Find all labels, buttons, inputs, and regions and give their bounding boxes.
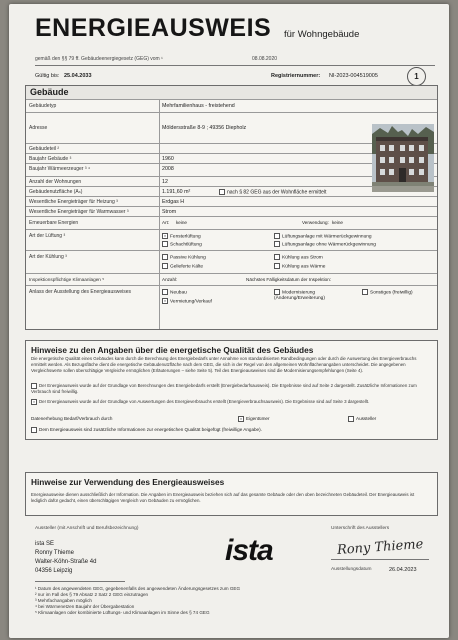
occasion-label (29, 289, 149, 295)
row-occasion (26, 285, 437, 316)
row-renewable (26, 216, 437, 230)
footnote-3: ³ Mehrfachangaben möglich (35, 598, 92, 603)
occasion-new-checkbox (162, 289, 168, 295)
building-section-title: Gebäude (30, 87, 69, 97)
occasion-modernisation (274, 289, 354, 302)
data-issuer-option (348, 416, 376, 422)
page-number-badge (407, 67, 426, 86)
page-number: 1 (414, 72, 419, 81)
data-collection-label: Datenerhebung Bedarf/Verbrauch durch (31, 416, 113, 421)
ventilation-no-recovery-checkbox (274, 241, 280, 247)
issuer-label: Aussteller (mit Anschrift und Berufsbezeichnung) (35, 526, 139, 531)
construction-year-value: 1960 (162, 156, 174, 162)
ventilation-window-text: Fensterlüftung (170, 234, 201, 240)
issuer-line-1: ista SE (35, 541, 55, 547)
consumption-option (31, 399, 426, 405)
demand-option (31, 383, 426, 395)
inspection-label: Inspektionspflichtige Klimaanlagen ⁵ (29, 277, 105, 282)
footnote-1: ¹ Datum des angewendeten GEG, gegebenenfalls des angewendeten Änderungsgesetzes zum GEG (35, 586, 241, 591)
address-label: Adresse (29, 125, 48, 131)
inspection-due-label: Nächstes Fälligkeitsdatum der Inspektion: (246, 277, 332, 282)
quality-notes-intro: Die energetische Qualität eines Gebäudes kann durch die Berechnung des Energiebedarfs unter Annahme von standardisierten Randbedingungen oder durch die Auswertung des Energieverbrauchs ermittelt werden. Als Bezugsfläche dient die energetische Gebäudenutzfläche nach dem GEG, die sich in der Regel von den allgemeinen Wohnflächenangaben unterscheidet. Die angegebenen Vergleichswerte sollen überschlägige Vergleiche ermöglichen (Erläuterungen – siehe Seite 5). Teil des Energieausweises sind die Modernisierungsempfehlungen (Seite 4). (31, 356, 417, 373)
renewable-label: Erneuerbare Energien (29, 220, 79, 226)
renewable-kind-label: Art: (162, 220, 170, 225)
row-cooling (26, 250, 437, 274)
usable-area-label: Gebäudenutzfläche (Aₙ) (29, 189, 83, 195)
registration-number: NI-2023-004519005 (329, 73, 378, 79)
building-section-header (26, 86, 437, 100)
ventilation-label: Art der Lüftung ³ (29, 233, 66, 239)
cooling-delivered (162, 263, 203, 269)
energy-certificate-page (9, 4, 449, 638)
address-value: Möldersstraße 8-9 ; 49356 Diepholz (162, 125, 247, 131)
certificate-title: ENERGIEAUSWEIS (35, 14, 272, 42)
data-issuer-checkbox (348, 416, 354, 422)
building-photo-image (372, 124, 434, 192)
area-method-checkbox (219, 189, 225, 195)
demand-option-text: Der Energieausweis wurde auf der Grundlage von Berechnungen des Energiebedarfs erstellt (Energiebedarfsausweis). Die Ergebnisse sind auf Seite 2 dargestellt. Zusätzliche Informationen zum Verbrauch sind freiwillig. (31, 383, 417, 395)
footnote-divider (35, 581, 125, 582)
heating-carrier-value: Erdgas H (162, 199, 185, 205)
building-type-value: Mehrfamilienhaus - freistehend (162, 103, 235, 109)
cooling-passive-checkbox (162, 254, 168, 260)
ventilation-no-recovery (274, 241, 376, 247)
issuer-line-2: Ronny Thieme (35, 550, 74, 556)
hot-water-carrier-label: Wesentliche Energieträger für Warmwasser ³ (29, 209, 129, 215)
footnote-2: ² nur im Fall des § 79 Absatz 2 Satz 2 GEG einzutragen (35, 592, 149, 597)
hot-water-carrier-value: Strom (162, 209, 177, 215)
building-photo (372, 124, 434, 192)
units-label: Anzahl der Wohnungen (29, 179, 82, 185)
occasion-rent-sale-checkbox: × (163, 297, 167, 303)
valid-until-label: Gültig bis: (35, 73, 60, 79)
building-part-label: Gebäudeteil ² (29, 146, 60, 152)
registration-label: Registriernummer: (271, 73, 321, 79)
ventilation-no-recovery-text: Lüftungsanlage ohne Wärmerückgewinnung (282, 242, 376, 248)
building-type-label: Gebäudetyp (29, 103, 57, 109)
heater-year-value: 2008 (162, 166, 174, 172)
ventilation-window (162, 233, 201, 239)
attachment-checkbox (31, 427, 37, 433)
ista-logo: ista (225, 534, 273, 567)
legal-basis: gemäß den §§ 79 ff. Gebäudeenergiegesetz (GEG) vom ¹ (35, 56, 163, 62)
occasion-modernisation-checkbox (274, 289, 280, 295)
area-method-option (219, 189, 326, 195)
occasion-modernisation-text: Modernisierung (Änderung/Erweiterung) (274, 290, 325, 302)
data-issuer-text: Aussteller (356, 416, 377, 422)
cooling-heat-text: Kühlung aus Wärme (282, 264, 326, 270)
header-divider (35, 65, 435, 66)
cooling-delivered-text: Gelieferte Kälte (170, 264, 204, 270)
area-method-text: nach § 82 GEG aus der Wohnfläche ermittelt (227, 189, 327, 196)
occasion-label-text: Anlass der Ausstellung des Energieausweises (29, 289, 132, 295)
issue-date-label: Ausstellungsdatum (331, 567, 372, 572)
data-owner-option (238, 416, 270, 422)
signature-label: Unterschrift des Ausstellers (331, 526, 390, 531)
cooling-electric-text: Kühlung aus Strom (282, 255, 323, 261)
cooling-label: Art der Kühlung ³ (29, 254, 67, 260)
ventilation-heat-recovery (274, 233, 372, 239)
usage-notes-text: Energieausweise dienen ausschließlich der Information. Die Angaben im Energieausweis beziehen sich auf das gesamte Gebäude oder den oben bezeichneten Gebäudeteil. Der Energieausweis ist lediglich dafür gedacht, einen überschlägigen Vergleich von Gebäuden zu ermöglichen. (31, 492, 415, 503)
usage-notes-box (25, 472, 438, 516)
data-owner-checkbox: × (239, 415, 243, 421)
ventilation-window-checkbox: × (163, 232, 167, 238)
issuer-line-4: 04356 Leipzig (35, 568, 73, 574)
ventilation-heat-recovery-text: Lüftungsanlage mit Wärmerückgewinnung (282, 234, 372, 240)
issuer-line-3: Walter-Köhn-Straße 4d (35, 559, 97, 565)
row-type (26, 99, 437, 113)
demand-option-checkbox (31, 383, 37, 389)
certificate-subtitle: für Wohngebäude (284, 29, 360, 40)
occasion-new (162, 289, 187, 295)
footnote-4: ⁴ bei Wärmenetzen Baujahr der Übergabestation (35, 604, 135, 609)
renewable-use-value: keine (332, 220, 343, 225)
heating-carrier-label: Wesentliche Energieträger für Heizung ³ (29, 199, 118, 205)
consumption-option-checkbox: × (32, 398, 36, 404)
cooling-passive (162, 254, 206, 260)
inspection-count-label: Anzahl: (162, 277, 178, 282)
renewable-kind-value: keine (176, 220, 187, 225)
ventilation-shaft-text: Schachtlüftung (170, 242, 202, 248)
attachment-option (31, 427, 262, 433)
occasion-new-text: Neubau (170, 290, 187, 296)
attachment-text: Dem Energieausweis sind zusätzliche Informationen zur energetischen Qualität beigefügt (freiwillige Angabe). (39, 427, 262, 433)
usable-area-value: 1.191,60 m² (162, 189, 191, 195)
usage-notes-title: Hinweise zur Verwendung des Energieausweises (31, 477, 225, 487)
cooling-electric-checkbox (274, 254, 280, 260)
cooling-delivered-checkbox (162, 263, 168, 269)
footnote-5: ⁵ Klimaanlagen oder kombinierte Lüftungs- und Klimaanlagen im Sinne des § 74 GEG (35, 610, 210, 615)
cooling-passive-text: Passive Kühlung (170, 255, 206, 261)
cooling-electric (274, 254, 323, 260)
ventilation-shaft-checkbox (162, 241, 168, 247)
ventilation-heat-recovery-checkbox (274, 233, 280, 239)
occasion-other-checkbox (362, 289, 368, 295)
cooling-heat-checkbox (274, 263, 280, 269)
renewable-use-label: Verwendung: (302, 220, 329, 225)
occasion-rent-sale-text: Vermietung/Verkauf (170, 299, 212, 305)
units-value: 12 (162, 179, 168, 185)
consumption-option-text: Der Energieausweis wurde auf der Grundlage von Auswertungen des Energieverbrauchs erstellt (Energieverbrauchsausweis). Die Ergebnisse sind auf Seite 3 dargestellt. (39, 399, 370, 405)
data-owner-text: Eigentümer (246, 416, 270, 422)
law-date: 08.08.2020 (252, 56, 278, 62)
quality-notes-title: Hinweise zu den Angaben über die energetische Qualität des Gebäudes (31, 345, 314, 355)
signature-line (331, 559, 429, 560)
issuer-signature: Rony Thieme (336, 537, 424, 558)
ventilation-shaft (162, 241, 202, 247)
issue-date-value: 26.04.2023 (389, 567, 417, 573)
row-ventilation (26, 229, 437, 251)
construction-year-label: Baujahr Gebäude ³ (29, 156, 72, 162)
heater-year-label: Baujahr Wärmeerzeuger ³ ⁴ (29, 166, 91, 172)
building-section (25, 85, 438, 330)
occasion-other-text: Sonstiges (freiwillig) (370, 290, 413, 296)
occasion-rent-sale (162, 298, 212, 304)
valid-until-date: 25.04.2033 (64, 73, 92, 79)
cooling-heat (274, 263, 325, 269)
occasion-other (362, 289, 413, 295)
quality-notes-box (25, 340, 438, 440)
